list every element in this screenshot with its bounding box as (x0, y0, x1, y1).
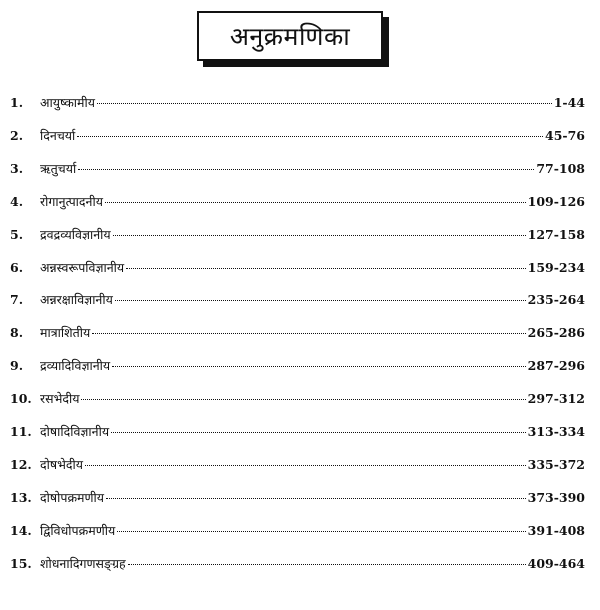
dot-leader (97, 103, 552, 104)
toc-entry-pages: 335-372 (527, 456, 585, 472)
toc-entry-pages: 409-464 (527, 555, 585, 571)
toc-entry-number: 1. (10, 95, 24, 110)
toc-entry-pages: 287-296 (527, 358, 585, 374)
toc-entry-number: 7. (10, 292, 24, 308)
toc-entry[interactable] (10, 127, 585, 149)
toc-entry[interactable] (10, 193, 585, 215)
toc-entry[interactable] (10, 489, 585, 511)
toc-entry-title: दोषादिविज्ञानीय (40, 424, 110, 439)
title-box (197, 11, 383, 61)
toc-entry-title: द्रवद्रव्यविज्ञानीय (40, 226, 111, 242)
toc-entry-number: 15. (10, 555, 32, 571)
toc-entry[interactable] (10, 357, 585, 379)
toc-entry-number: 11. (10, 424, 32, 439)
toc-entry-pages: 313-334 (527, 424, 585, 439)
toc-entry-number: 2. (10, 127, 24, 143)
toc-entry-title: दोषभेदीय (40, 456, 84, 472)
dot-leader (126, 268, 525, 269)
dot-leader (112, 366, 525, 367)
toc-entry[interactable] (10, 94, 585, 116)
toc-entry-pages: 297-312 (527, 391, 585, 407)
dot-leader (81, 399, 525, 400)
toc-entry[interactable] (10, 423, 585, 445)
dot-leader (128, 564, 526, 565)
toc-entry[interactable] (10, 291, 585, 313)
dot-leader (85, 465, 526, 466)
toc-entry-pages: 127-158 (527, 226, 585, 242)
toc-entry[interactable] (10, 160, 585, 182)
toc-entry-pages: 109-126 (527, 193, 585, 209)
toc-entry-number: 14. (10, 522, 32, 538)
toc-entry-title: आयुष्कामीय (40, 95, 95, 110)
toc-entry-number: 4. (10, 193, 24, 209)
toc-entry-pages: 235-264 (527, 292, 585, 308)
toc-entry-title: दोषोपक्रमणीय (40, 489, 105, 505)
dot-leader (115, 300, 526, 301)
dot-leader (117, 531, 525, 532)
toc-entry-pages: 373-390 (527, 489, 585, 505)
toc-entry[interactable] (10, 555, 585, 577)
toc-entry-pages: 265-286 (527, 325, 585, 341)
toc-entry[interactable] (10, 522, 585, 544)
toc-entry-title: मात्राशितीय (40, 325, 91, 341)
dot-leader (113, 235, 526, 236)
toc-entry[interactable] (10, 226, 585, 248)
toc-entry-title: शोधनादिगणसङ्ग्रह (40, 555, 126, 571)
dot-leader (111, 432, 526, 433)
dot-leader (77, 136, 543, 137)
toc-entry-number: 10. (10, 391, 32, 407)
toc-entry[interactable] (10, 324, 585, 346)
toc-entry-title: द्रव्यादिविज्ञानीय (40, 358, 111, 374)
toc-entry[interactable] (10, 456, 585, 478)
toc-entry-pages: 1-44 (553, 95, 585, 110)
toc-entry-number: 6. (10, 259, 24, 275)
toc-entry-title: दिनचर्या (40, 127, 76, 143)
title-frame (197, 11, 383, 61)
toc-entry-number: 12. (10, 456, 32, 472)
toc-entry[interactable] (10, 390, 585, 412)
toc-entry[interactable] (10, 259, 585, 281)
toc-entry-pages: 77-108 (536, 160, 585, 176)
toc-entry-number: 3. (10, 160, 24, 176)
toc-entry-title: अन्नस्वरूपविज्ञानीय (40, 259, 125, 275)
toc-entry-pages: 391-408 (527, 522, 585, 538)
dot-leader (106, 498, 526, 499)
toc-entry-title: रोगानुत्पादनीय (40, 193, 103, 209)
toc-entry-pages: 45-76 (545, 127, 585, 143)
toc-entry-pages: 159-234 (527, 259, 585, 275)
dot-leader (92, 333, 525, 334)
toc-entry-number: 13. (10, 489, 32, 505)
dot-leader (105, 202, 526, 203)
toc-entry-number: 9. (10, 358, 24, 374)
toc-entry-title: अन्नरक्षाविज्ञानीय (40, 292, 113, 308)
toc-entry-title: द्विविधोपक्रमणीय (40, 522, 116, 538)
dot-leader (78, 169, 534, 170)
toc-entry-number: 8. (10, 325, 24, 341)
toc-entry-title: ऋतुचर्या (40, 160, 77, 176)
toc-entry-title: रसभेदीय (40, 391, 80, 407)
page-title: अनुक्रमणिका (229, 22, 351, 51)
toc-entry-number: 5. (10, 226, 24, 242)
